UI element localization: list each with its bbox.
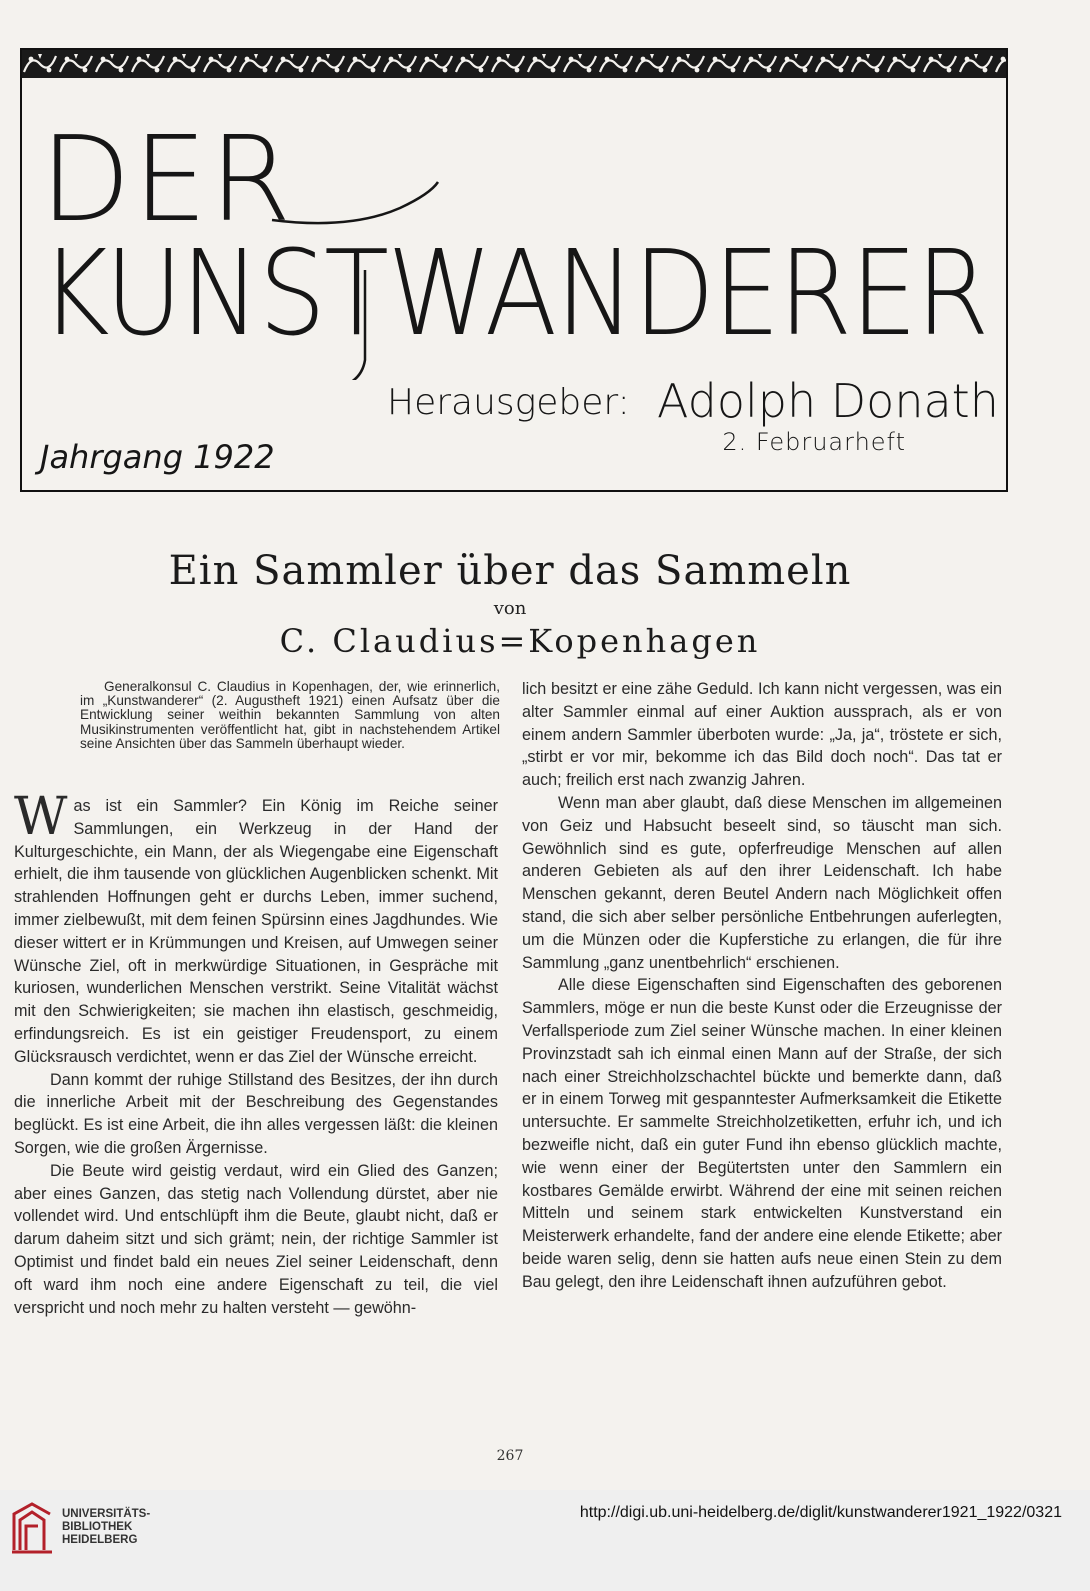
digitization-footer <box>0 1490 1090 1591</box>
drop-cap: W <box>14 787 68 847</box>
title-swash-ornament <box>270 120 460 380</box>
article-intro <box>80 680 500 751</box>
right-column <box>522 678 1002 1294</box>
masthead-frame <box>20 48 1008 492</box>
title-line-der: DER <box>40 110 294 248</box>
ornament-border <box>22 50 1006 78</box>
left-column <box>14 787 498 1319</box>
issue-label: 2. Februarheft <box>722 428 906 456</box>
intro-paragraph: Generalkonsul C. Claudius in Kopenhagen, der, wie erinnerlich, im „Kunstwanderer“ (2. Augustheft 1921) einen Aufsatz über die Entwicklung seiner weithin bekannten Sammlung von alten Musikinstrumenten veröffentlicht hat, gibt in nachstehendem Artikel seine Ansichten über das Sammeln überhaupt wieder. <box>80 679 500 751</box>
permalink-url[interactable]: http://digi.ub.uni-heidelberg.de/diglit/kunstwanderer1921_1922/0321 <box>579 1504 1062 1521</box>
paragraph-3: Die Beute wird geistig verdaut, wird ein Glied des Ganzen; aber eines Ganzen, das stetig nach Vollendung dürstet, aber nie vollendet wird. Und entschlüpft ihm die Beute, glaubt nicht, daß er darum daheim sitzt und sich grämt; nein, der richtige Sammler ist Optimist und findet bald ein neues Ziel seiner Leidenschaft, denn oft ward ihm noch eine andere Eigenschaft zu teil, die viel verspricht und noch mehr zu halten versteht — gewöhn- <box>14 1161 498 1317</box>
editor-name: Adolph Donath <box>657 374 999 428</box>
volume-year: Jahrgang 1922 <box>40 438 275 476</box>
paragraph-6: Alle diese Eigenschaften sind Eigenschaften des geborenen Sammlers, möge er nun die beste Kunst oder die Erzeugnisse der Verfallsperiode zum Ziel seiner Wünsche machen. In einer kleinen Provinzstadt sah ich einmal einen Mann auf der Straße, der sich nach einer Streichholzschachtel bückte und bemerkte dann, daß er in einem Torweg mit gespanntester Aufmerksamkeit die Etikette untersuchte. Er sammelte Streichholzetiketten, erfuhr ich, und ich bezweifle nicht, daß ein guter Fund ihn ebenso glücklich machte, wie wenn einer der Begütertsten unter den Sammlern ein kostbares Gemälde erwirbt. Während der eine mit seinen reichen Mitteln und seinem stark entwickelten Kunstverstand ein Meisterwerk erhandelte, fand der andere eine elende Etikette; aber beide waren selig, denn sie hatten aufs neue einen Stein zu dem Bau gelegt, den ihre Leidenschaft ihnen aufzuführen gebot. <box>522 976 1002 1291</box>
paragraph-1-text: as ist ein Sammler? Ein König im Reiche seiner Sammlungen, ein Werkzeug in der Hand der Kulturgeschichte, ein Mann, der als Wiegengabe eine Eigenschaft erhielt, die ihm tausende von glücklichen Augenblicken schenkt. Mit strahlenden Hoffnungen geht er durchs Leben, immer suchend, immer zielbewußt, mit dem feinen Spürsinn eines Jagdhundes. Wie dieser wittert er in Krümmungen und Kreisen, auf Umwegen seiner Wünsche Ziel, oft in merkwürdige Situationen, in Gespräche mit kuriosen, wunderlichen Menschen verstrikt. Seine Vitalität wächst mit den Schwierigkeiten; sie machen ihn elastisch, geschmeidig, erfindungsreich. Es ist ein geistiger Freudensport, zu einem Glücksrausch verdichtet, wenn er das Ziel der Wünsche erreicht. <box>14 797 498 1066</box>
magazine-title <box>40 110 1090 362</box>
library-line-3: HEIDELBERG <box>62 1534 138 1546</box>
page-number: 267 <box>496 1448 524 1464</box>
paragraph-4: lich besitzt er eine zähe Geduld. Ich kann nicht vergessen, was ein alter Sammler einmal auf einer Auktion aussprach, als er von einem andern Sammler überboten wurde: „Ja, ja“, tröstete er sich, „stirbt er vor mir, bekomme ich das Bild doch noch“. Das tat er auch; freilich erst nach zwanzig Jahren. <box>522 680 1002 790</box>
byline-von: von <box>493 598 527 619</box>
library-line-2: BIBLIOTHEK <box>62 1521 133 1533</box>
article-author: C. Claudius=Kopenhagen <box>279 622 761 660</box>
herausgeber-label: Herausgeber: <box>387 382 630 423</box>
article-title: Ein Sammler über das Sammeln <box>168 548 852 594</box>
library-name <box>62 1508 150 1547</box>
paragraph-2: Dann kommt der ruhige Stillstand des Besitzes, der ihn durch die innerliche Arbeit mit der Beschreibung des Gegenstandes beglückt. Es ist eine Arbeit, die ihn alles vergessen läßt: die kleinen Sorgen, wie die großen Ärgernisse. <box>14 1070 498 1157</box>
paragraph-5: Wenn man aber glaubt, daß diese Menschen im allgemeinen von Geiz und Habsucht beseelt sind, so täuscht man sich. Gewöhnlich sind es gute, opferfreudige Menschen auf allen anderen Gebieten als auf den ihrer Leidenschaft. Ich habe Menschen gekannt, deren Beutel Andern nach Möglichkeit offen stand, die sich aber selber persönliche Entbehrungen auferlegten, um die Münzen oder die Kupferstiche zu erlangen, die für ihre Sammlung „ganz unentbehrlich“ erschienen. <box>522 793 1002 972</box>
library-line-1: UNIVERSITÄTS- <box>62 1508 151 1520</box>
paragraph-1 <box>14 787 498 1069</box>
library-logo-icon <box>8 1500 56 1556</box>
title-line-kunstwanderer: KUNSTWANDERER <box>40 224 988 362</box>
